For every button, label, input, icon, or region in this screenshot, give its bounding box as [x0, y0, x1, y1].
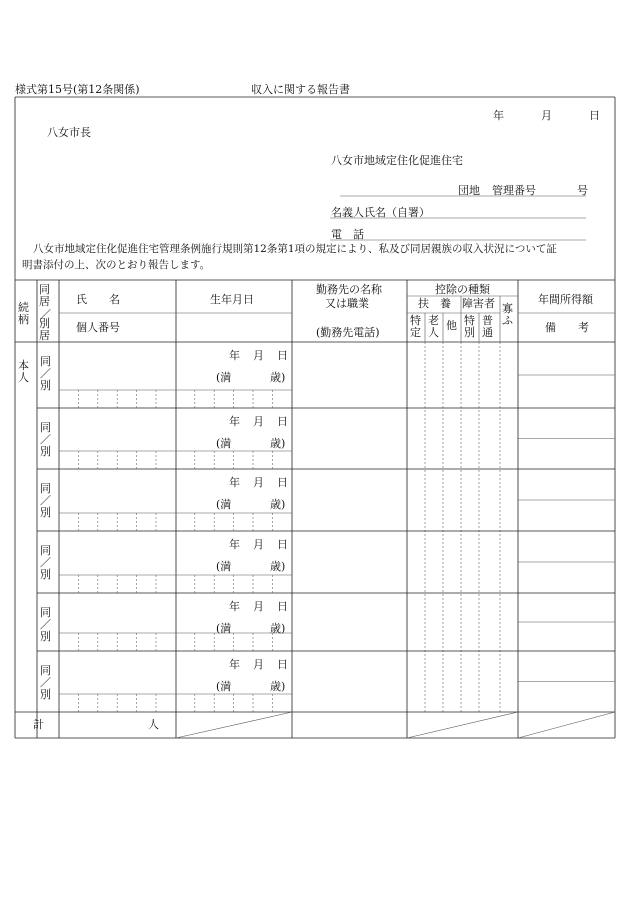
deduction-head: 控除の種類 [435, 283, 490, 296]
row-sai: 歳) [270, 560, 286, 573]
row-day: 日 [277, 349, 288, 362]
row-slash: ／ [40, 676, 51, 689]
zokugara-head: 続柄 [18, 301, 29, 326]
kanri-label: 管理番号 [492, 184, 536, 197]
document-title: 収入に関する報告書 [251, 83, 350, 96]
row-honnin: 本人 [18, 359, 29, 384]
work-head-2: 又は職業 [325, 297, 369, 310]
row-sai: 歳) [270, 680, 286, 693]
sonota-head: 他 [446, 319, 457, 332]
row-year: 年 [229, 658, 240, 671]
total-people: 人 [148, 718, 159, 731]
row-dou: 同 [40, 421, 51, 434]
kafu-head: 寡ふ [502, 302, 513, 327]
date-year: 年 [493, 109, 504, 122]
go-label: 号 [577, 184, 588, 197]
row-man: (満 [216, 437, 232, 450]
row-man: (満 [216, 680, 232, 693]
row-month: 月 [253, 538, 264, 551]
work-head-3: (勤務先電話) [316, 326, 380, 339]
row-day: 日 [277, 538, 288, 551]
body-text-line1: 八女市地域定住化促進住宅管理条例施行規則第12条第1項の規定により、私及び同居親族の収入状況について証 [33, 243, 557, 255]
dokyo-head-top: 同居 [39, 283, 50, 308]
date-month: 月 [541, 109, 552, 122]
row-dou: 同 [40, 355, 51, 368]
shogai-head: 障害者 [462, 297, 495, 310]
row-slash: ／ [40, 433, 51, 446]
row-day: 日 [277, 415, 288, 428]
row-man: (満 [216, 622, 232, 635]
row-month: 月 [253, 658, 264, 671]
row-man: (満 [216, 560, 232, 573]
housing-name: 八女市地域定住化促進住宅 [331, 154, 463, 167]
row-month: 月 [253, 415, 264, 428]
row-slash: ／ [40, 494, 51, 507]
row-year: 年 [229, 415, 240, 428]
row-dou: 同 [40, 664, 51, 677]
row-month: 月 [253, 600, 264, 613]
row-betsu: 別 [40, 630, 51, 643]
row-man: (満 [216, 498, 232, 511]
total-diagonal [176, 712, 292, 738]
row-slash: ／ [40, 367, 51, 380]
danchi-label: 団地 [458, 184, 480, 197]
row-sai: 歳) [270, 498, 286, 511]
row-month: 月 [253, 476, 264, 489]
row-sai: 歳) [270, 622, 286, 635]
signer-label: 名義人氏名（自署） [331, 206, 430, 219]
row-day: 日 [277, 658, 288, 671]
row-betsu: 別 [40, 506, 51, 519]
row-year: 年 [229, 349, 240, 362]
fuyo-head: 扶 養 [418, 297, 451, 310]
rojin-head: 老人 [428, 314, 439, 339]
addressee: 八女市長 [47, 126, 91, 139]
kojin-head: 個人番号 [76, 321, 120, 334]
date-day: 日 [589, 109, 600, 122]
row-betsu: 別 [40, 568, 51, 581]
total-diagonal [518, 712, 615, 738]
row-dou: 同 [40, 544, 51, 557]
row-sai: 歳) [270, 437, 286, 450]
birth-head: 生年月日 [210, 293, 254, 306]
name-head: 氏 名 [76, 293, 120, 306]
futsu-head: 普通 [482, 314, 493, 339]
row-slash: ／ [40, 618, 51, 631]
row-dou: 同 [40, 606, 51, 619]
row-sai: 歳) [270, 371, 286, 384]
row-year: 年 [229, 538, 240, 551]
row-day: 日 [277, 476, 288, 489]
tokubetsu-head: 特別 [464, 314, 475, 339]
row-year: 年 [229, 476, 240, 489]
form-number: 様式第15号(第12条関係) [15, 83, 140, 96]
row-betsu: 別 [40, 379, 51, 392]
dokyo-head-slash: ／ [40, 308, 51, 321]
phone-label: 電 話 [331, 228, 364, 241]
row-slash: ／ [40, 556, 51, 569]
row-betsu: 別 [40, 445, 51, 458]
income-head: 年間所得額 [538, 293, 593, 306]
biko-head: 備 考 [545, 321, 589, 334]
row-year: 年 [229, 600, 240, 613]
dokyo-head-bottom: 別居 [39, 317, 50, 342]
body-text-line2: 明書添付の上、次のとおり報告します。 [22, 259, 211, 271]
total-diagonal [407, 712, 518, 738]
total-label: 計 [33, 718, 44, 731]
tokutei-head: 特定 [410, 314, 421, 339]
row-betsu: 別 [40, 688, 51, 701]
row-day: 日 [277, 600, 288, 613]
row-month: 月 [253, 349, 264, 362]
row-dou: 同 [40, 482, 51, 495]
row-man: (満 [216, 371, 232, 384]
work-head-1: 勤務先の名称 [316, 283, 382, 296]
